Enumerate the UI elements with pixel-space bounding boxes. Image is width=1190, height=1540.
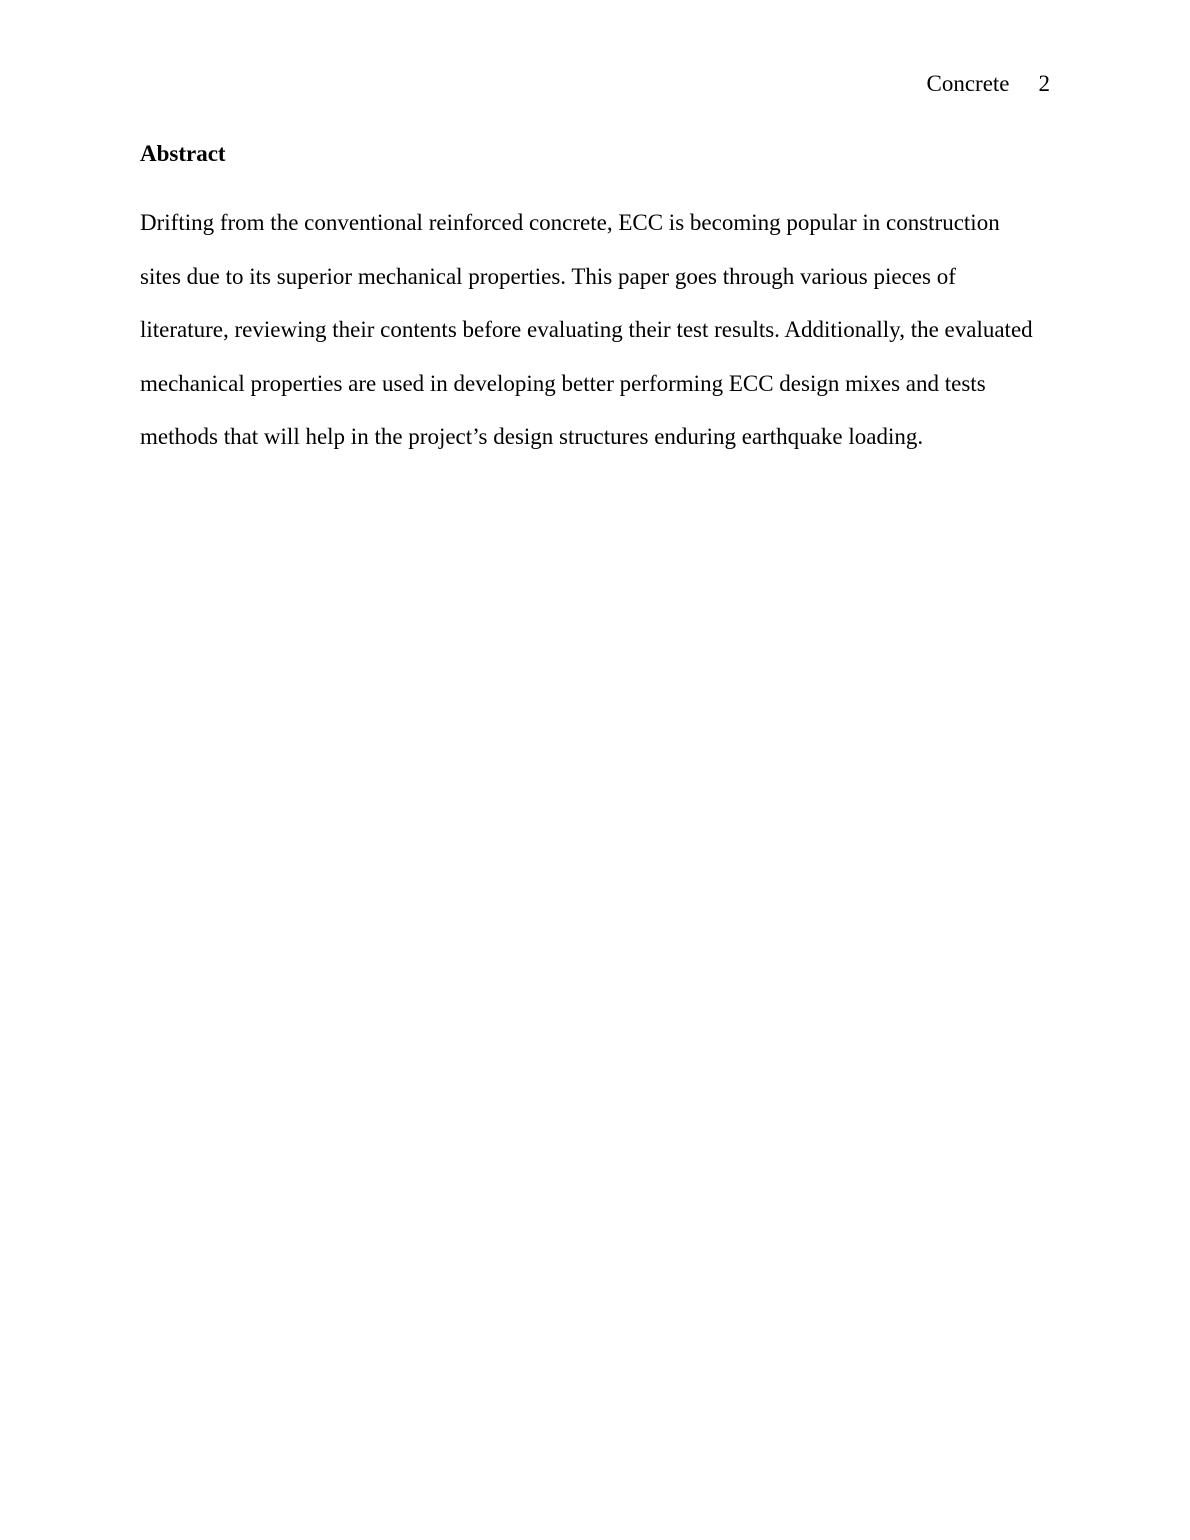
paragraph-line: methods that will help in the project’s design structures enduring earthquake loading. xyxy=(140,424,924,449)
abstract-paragraph xyxy=(140,209,1055,477)
page-number: 2 xyxy=(1038,71,1050,96)
running-head xyxy=(926,70,1050,98)
running-title: Concrete xyxy=(926,71,1010,96)
paragraph-line: Drifting from the conventional reinforced concrete, ECC is becoming popular in construction xyxy=(140,210,1000,235)
paragraph-line: sites due to its superior mechanical properties. This paper goes through various pieces of xyxy=(140,263,956,289)
abstract-heading: Abstract xyxy=(140,141,226,166)
paragraph-line: literature, reviewing their contents before evaluating their test results. Additionally, the evaluated xyxy=(140,317,1033,342)
paragraph-line: mechanical properties are used in developing better performing ECC design mixes and tests xyxy=(140,370,986,396)
